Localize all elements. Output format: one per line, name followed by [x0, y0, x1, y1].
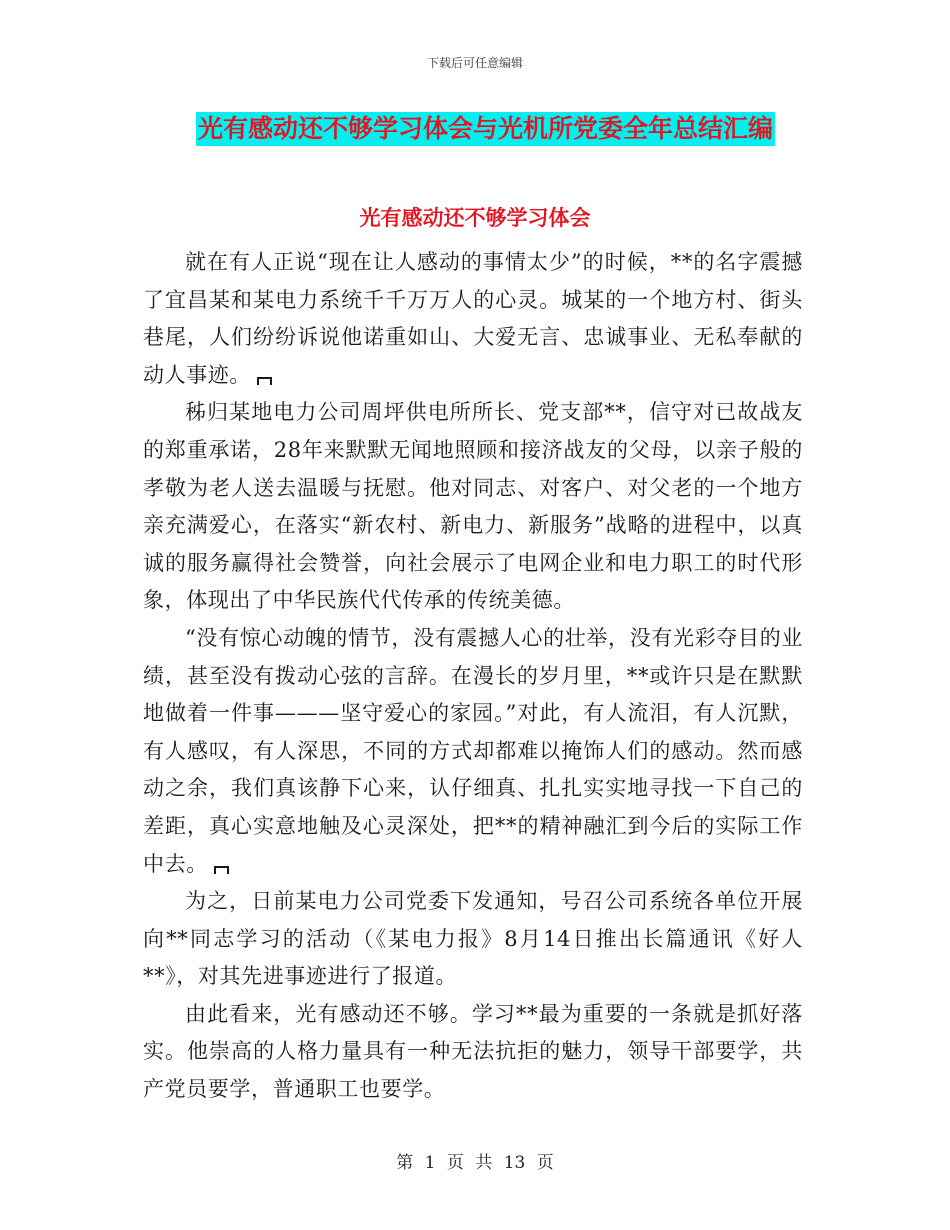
paragraph-3-text: “没有惊心动魄的情节，没有震撼人心的壮举，没有光彩夺目的业绩，甚至没有拨动心弦的言辞。在漫长的岁月里，**或许只是在默默地做着一件事———坚守爱心的家园。”对此，有人流泪，有人沉默，有人感叹，有人深思，不同的方式却都难以掩饰人们的感动。然而感动之余，我们真该静下心来，认仔细真、扎扎实实地寻找一下自己的差距，真心实意地触及心灵深处，把**的精神融汇到今后的实际工作中去。	[143, 625, 803, 876]
section-title: 光有感动还不够学习体会	[359, 206, 591, 230]
paragraph-3	[143, 620, 803, 883]
page-header-note: 下载后可任意编辑	[426, 56, 523, 70]
paragraph-4-text: 为之，日前某电力公司党委下发通知，号召公司系统各单位开展向**同志学习的活动（《某电力报》8月14日推出长篇通讯《好人**》，对其先进事迹进行了报道。	[143, 889, 803, 989]
paragraph-4	[143, 883, 803, 996]
paragraph-mark-icon	[257, 377, 272, 385]
paragraph-2-text: 秭归某地电力公司周坪供电所所长、党支部**，信守对已故战友的郑重承诺，28年来默默无闻地照顾和接济战友的父母，以亲子般的孝敬为老人送去温暖与抚慰。他对同志、对客户、对父老的一个地方亲充满爱心，在落实“新农村、新电力、新服务”战略的进程中，以真诚的服务赢得社会赞誉，向社会展示了电网企业和电力职工的时代形象，体现出了中华民族代代传承的传统美德。	[143, 400, 803, 613]
paragraph-mark-icon	[214, 866, 229, 874]
paragraph-2	[143, 394, 803, 620]
document-title: 光有感动还不够学习体会与光机所党委全年总结汇编	[196, 112, 775, 146]
page-number-footer: 第 1 页 共 13 页	[396, 1153, 554, 1173]
document-body	[143, 244, 803, 1109]
paragraph-5	[143, 996, 803, 1109]
paragraph-1-text: 就在有人正说“现在让人感动的事情太少”的时候，**的名字震撼了宜昌某和某电力系统千千万万人的心灵。城某的一个地方村、街头巷尾，人们纷纷诉说他诺重如山、大爱无言、忠诚事业、无私奉献的动人事迹。	[143, 250, 803, 387]
paragraph-5-text: 由此看来，光有感动还不够。学习**最为重要的一条就是抓好落实。他崇高的人格力量具有一种无法抗拒的魅力，领导干部要学，共产党员要学，普通职工也要学。	[143, 1001, 803, 1102]
paragraph-1	[143, 244, 803, 394]
